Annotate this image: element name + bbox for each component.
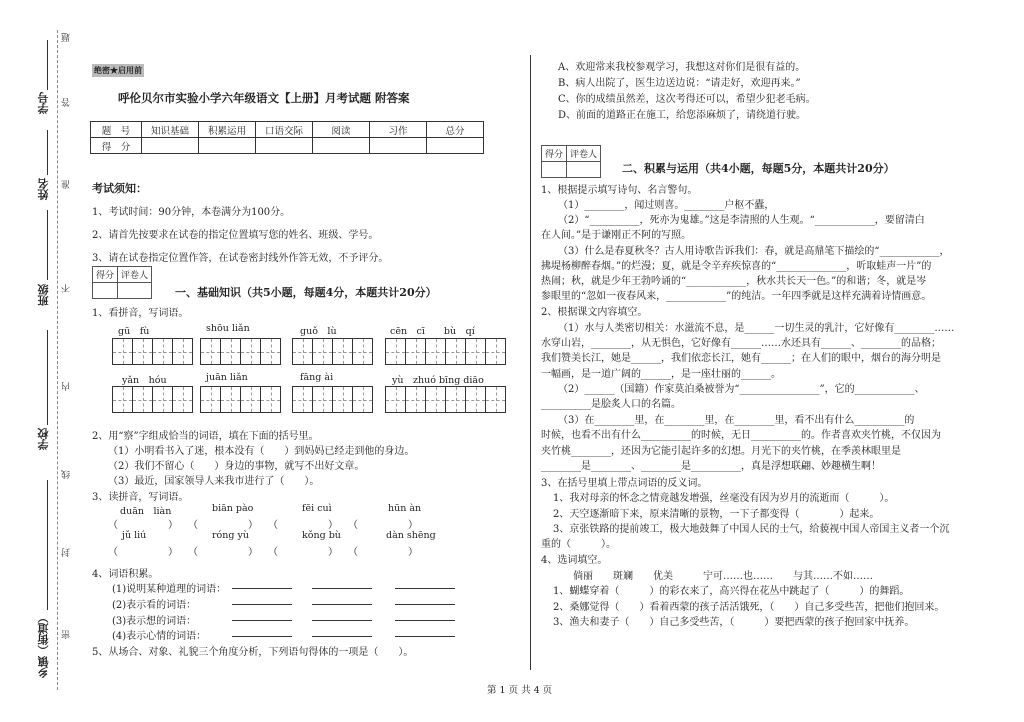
section2-line: 一幅画，是一道广阔的______，是一座壮丽的______。 [541,369,781,380]
seal-line [57,30,58,690]
section2-line: 时候，也看不出有什么__________的时候，无日__________的。作者喜欢夹竹桃，不仅因为 [541,430,941,441]
score-header: 知识基础 [142,122,199,138]
q2-prompt: 2、用“察”字组成恰当的词语，填在下面的括号里。 [92,431,319,442]
binding-field-name: 姓名 [37,178,50,200]
q4-prompt: 4、词语积累。 [92,569,159,580]
section2-line: （1）水与人类密切相关：水滋流不息，是______一切生灵的乳汁，它好像有________…… [558,323,955,334]
binding-underline [47,40,48,90]
section1-heading: 一、基础知识（共5小题，每题4分，本题共计20分） [175,286,437,299]
answer-line[interactable] [395,604,455,605]
pinyin-label: gū fù [118,326,150,337]
binding-hint: 线 [62,470,72,479]
section2-line: 3、在括号里填上带点词语的反义词。 [541,478,708,489]
section2-line: （2）“__________，死亦为鬼雄。”这是李清照的人生观。“____________，要留清白 [558,215,925,226]
notice-item: 2、请首先按要求在试卷的指定位置填写您的姓名、班级、学号。 [92,230,379,241]
grader-name-label: 评卷人 [567,146,601,162]
writing-grid[interactable] [200,338,280,365]
answer-line[interactable] [312,604,372,605]
answer-line[interactable] [312,636,372,637]
score-header: 习作 [370,122,427,138]
section2-line: 在人间。”是于谦刚正不阿的写照。 [541,230,692,241]
grader-score-cell[interactable] [542,162,567,178]
score-cell[interactable] [142,138,199,154]
page-title: 呼伦贝尔市实验小学六年级语文【上册】月考试题 附答案 [118,91,410,105]
score-header: 口语交际 [256,122,313,138]
q3-prompt: 3、读拼音，写词语。 [92,492,189,503]
binding-underline [47,330,48,425]
section2-line: 2、根据课文内容填空。 [541,307,648,318]
section2-line: 拂堤杨柳醉春烟。”的烂漫；夏，就是令辛弃疾惊喜的“______________，听取蛙声一片”的 [541,261,932,272]
notice-heading: 考试须知： [92,182,147,195]
section2-line: （3）在________里，在________里，在________里，看不出有什么__________的 [558,415,915,426]
section2-line: 1、蝴蝶穿着（ ）的彩衣来了，高兴得在花丛中跳起了（ ）的舞蹈。 [553,586,910,597]
section2-line: 3、京张铁路的提前竣工，极大地鼓舞了中国人民的士气，给藐视中国人帝国主义者一个沉 [553,524,950,535]
writing-grid[interactable] [112,338,192,365]
answer-line[interactable] [232,604,292,605]
score-cell[interactable] [313,138,370,154]
pinyin-label: kǒng bù [302,530,341,541]
binding-strip [0,0,80,722]
score-cell[interactable] [427,138,484,154]
binding-hint: 答 [62,98,72,107]
q4-item [112,627,206,642]
pinyin-label: jǔ liú [122,530,147,541]
option-item: B、病人出院了，医生边送边说：“请走好，欢迎再来。” [558,78,801,89]
score-row-label: 得 分 [91,138,142,154]
pinyin-label: duān liàn [120,506,172,517]
q1-prompt: 1、看拼音，写词语。 [92,308,189,319]
section2-line: 夹竹桃________，还因为它能引起许多的幻想。月光下的夹竹桃，在季羡林眼里是 [541,446,901,457]
section2-line: 重的（ ）。 [541,539,616,550]
pinyin-label: yǎn hóu [122,375,167,386]
grader-score-label: 得分 [93,267,118,283]
pinyin-label: dàn shēng [386,530,436,541]
notice-item: 3、请在试卷指定位置作答，在试卷密封线外作答无效，不予评分。 [92,253,389,264]
writing-grid[interactable] [112,386,192,413]
pinyin-label: fēi cuì [302,503,332,514]
q2-item: （3）最近，国家领导人来我市进行了（ ）。 [108,476,320,487]
confidential-stamp: 绝密★启用前 [94,65,142,75]
q4-item [112,596,196,611]
score-header: 阅读 [313,122,370,138]
section2-line: __________是脍炙人口的名篇。 [541,399,681,410]
section2-line: 1、我对母亲的怀念之情竟越发增强，丝毫没有因为岁月的流逝而（ ）。 [553,493,895,504]
grader-box [541,145,601,178]
section2-line: ________是________、________是__________，真是浮想联翩、妙趣横生啊！ [541,461,881,472]
section2-line: 热闹；秋，就是少年王勃吟诵的“____________，秋水共长天一色。”的和谐；冬，就是岑 [541,276,927,287]
grader-score-cell[interactable] [93,283,118,299]
binding-hint: 准 [62,180,72,189]
grader-name-label: 评卷人 [118,267,152,283]
score-header: 积累运用 [199,122,256,138]
binding-hint: 密 [62,630,72,639]
writing-grid[interactable] [385,338,505,365]
q2-item: （1）小明看书入了迷，根本没有（ ）到妈妈已经走到他的身边。 [108,446,415,457]
q4-item-label: (2)表示看的词语： [112,600,197,611]
pinyin-label: guǒ lù [300,326,337,337]
score-cell[interactable] [370,138,427,154]
q4-item-label: (4)表示心情的词语： [112,631,207,642]
column-divider [530,55,531,670]
score-cell[interactable] [199,138,256,154]
option-item: A、欢迎常来我校参观学习，我想这对你们是很有益的。 [558,62,806,73]
section2-line: 3、渔夫和妻子（ ）自己多受些苦，（ ）要把西蒙的孩子抱回家中抚养。 [553,617,915,628]
answer-line[interactable] [312,620,372,621]
binding-underline [47,480,48,610]
answer-line[interactable] [312,588,372,589]
binding-hint: 封 [62,548,72,557]
binding-field-school: 学校 [37,428,50,450]
q2-item: （2）我们不留心（ ）身边的事物，就写不出好文章。 [108,461,365,472]
q5-prompt: 5、从场合、对象、礼貌三个角度分析，下列语句得体的一项是（ ）。 [92,647,414,658]
section2-line: 参眼里的“忽如一夜春风来，____________”的纯洁。一年四季就是这样充满着诗情画意。 [541,291,932,302]
section2-line: （2）______（国籍）作家莫泊桑被誉为“________________”，它的____________、 [558,384,925,395]
section2-line: 4、选词填空。 [541,555,608,566]
writing-grid[interactable] [292,386,372,413]
binding-hint: 不 [62,284,72,293]
pinyin-label: juān liǎn [206,372,248,383]
section2-line: 我们赞美长江，她是______，我们依恋长江，她有______；在人们的眼中，烟台的海分明是 [541,353,941,364]
grader-name-cell[interactable] [567,162,601,178]
answer-brackets[interactable]: （ ） （ ） （ ） （ ） [108,547,418,558]
option-item: D、前面的道路正在施工，给您添麻烦了，请绕道行驶。 [558,110,807,121]
grader-score-label: 得分 [542,146,567,162]
option-item: C、你的成绩虽然差，这次考得还可以，希望少犯老毛病。 [558,94,816,105]
pinyin-label: cēn cī bù qí [390,326,475,337]
pinyin-label: hūn àn [388,503,422,514]
binding-underline [47,210,48,280]
section2-heading: 二、积累与运用（共4小题，每题5分，本题共计20分） [622,162,895,175]
q4-item-label: (3)表示想的词语： [112,616,197,627]
page-footer: 第 1 页 共 4 页 [487,685,553,696]
pinyin-label: shōu liǎn [206,323,250,334]
score-cell[interactable] [256,138,313,154]
binding-field-township: 乡镇（街道） [37,612,50,678]
grader-name-cell[interactable] [118,283,152,299]
q4-item [112,580,226,595]
q4-item [112,612,196,627]
binding-field-student-id: 学号 [37,92,50,114]
binding-hint: 内 [62,382,72,391]
score-header: 总分 [427,122,484,138]
binding-underline [47,130,48,175]
answer-line[interactable] [395,620,455,621]
section2-line: 2、桑娜觉得（ ）看着西蒙的孩子活活饿死，（ ）自己多受些苦，把他们抱回来。 [553,602,945,613]
answer-line[interactable] [395,588,455,589]
writing-grid[interactable] [200,386,280,413]
section2-line: 水穿山岩，________，从无惧色，它好像有______……水还具有______、________的品格； [541,338,941,349]
score-table [90,121,484,154]
pinyin-label: fāng ài [300,372,334,383]
q4-item-label: (1)说明某种道理的词语： [112,584,227,595]
answer-line[interactable] [232,636,292,637]
answer-line[interactable] [232,588,292,589]
binding-field-class: 班级 [37,284,50,306]
pinyin-label: róng yù [212,530,249,541]
grader-box [92,266,152,299]
section2-line: 倘丽 斑斓 优美 宁可……也…… 与其……不如…… [553,571,873,582]
section2-line: （1）________，闻过则喜。________户枢不蠹， [558,200,775,211]
writing-grid[interactable] [385,386,505,413]
section2-line: （3）什么是春夏秋冬？古人用诗歌告诉我们：春，就是高鼎笔下描绘的“____________， [558,246,950,257]
writing-grid[interactable] [292,338,372,365]
score-header: 题 号 [91,122,142,138]
section2-line: 1、根据提示填写诗句、名言警句。 [541,185,698,196]
pinyin-label: biān pào [212,503,254,514]
notice-item: 1、考试时间：90分钟，本卷满分为100分。 [92,207,291,218]
answer-line[interactable] [395,636,455,637]
answer-line[interactable] [232,620,292,621]
section2-line: 2、天空逐渐暗下来，原来清晰的景物，一下子都变得（ ）起来。 [553,509,880,520]
binding-hint: 题 [62,33,72,42]
answer-brackets[interactable]: （ ） （ ） （ ） （ ） [108,520,418,531]
pinyin-label: yù zhuó bīng diāo [392,375,484,386]
